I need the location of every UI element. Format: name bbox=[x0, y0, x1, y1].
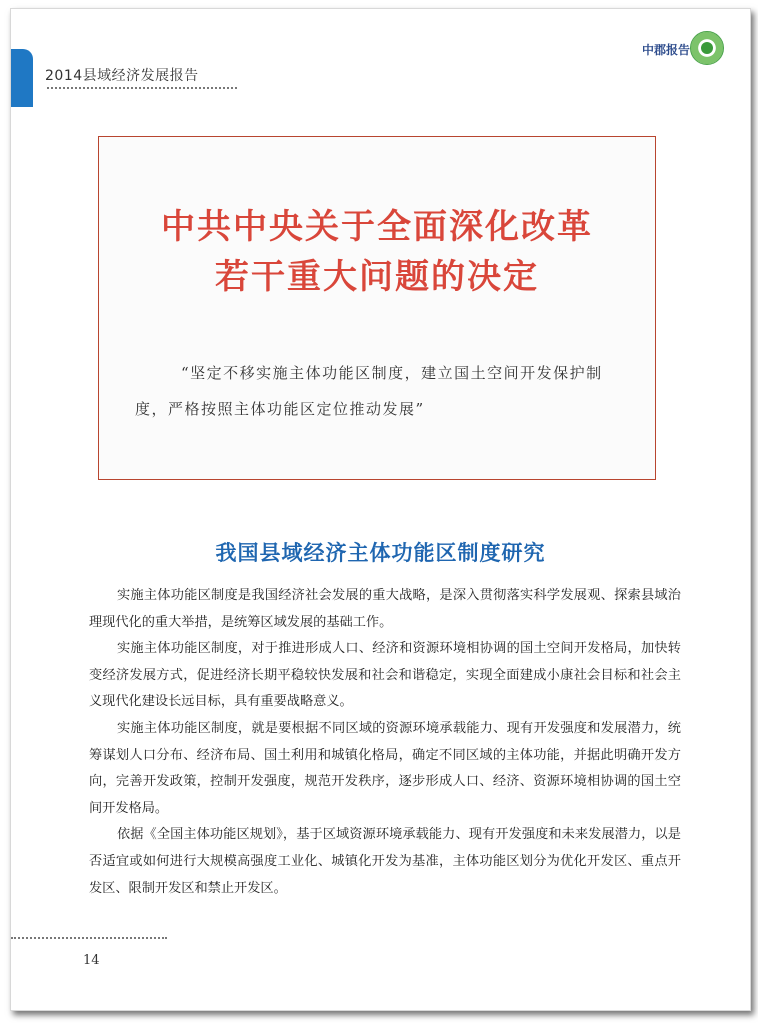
paragraph: 实施主体功能区制度是我国经济社会发展的重大战略，是深入贯彻落实科学发展观、探索县域治理现代化的重大举措，是统筹区域发展的基础工作。 bbox=[89, 588, 681, 630]
paragraph: 依据《全国主体功能区规划》，基于区域资源环境承载能力、现有开发强度和未来发展潜力，以是否适宜或如何进行大规模高强度工业化、城镇化开发为基准，主体功能区划分为优化开发区、重点开发区、限制开发区和禁止开发区。 bbox=[89, 827, 681, 896]
header-divider bbox=[47, 87, 237, 89]
page-number: 14 bbox=[83, 953, 100, 968]
decision-title-line1: 中共中央关于全面深化改革 bbox=[161, 207, 593, 247]
footer-divider bbox=[11, 937, 167, 939]
header-tab-marker bbox=[11, 49, 33, 107]
decision-title-line2: 若干重大问题的决定 bbox=[215, 257, 539, 297]
brand-name: 中郡报告 bbox=[641, 43, 690, 57]
running-title: 2014县域经济发展报告 bbox=[45, 68, 199, 84]
page bbox=[10, 8, 751, 1011]
paragraph: 实施主体功能区制度，对于推进形成人口、经济和资源环境相协调的国土空间开发格局，加快转变经济发展方式，促进经济长期平稳较快发展和社会和谐稳定，实现全面建成小康社会目标和社会主义现代化建设长远目标，具有重要战略意义。 bbox=[89, 641, 681, 710]
quote-text: “坚定不移实施主体功能区制度，建立国土空间开发保护制度，严格按照主体功能区定位推动发展” bbox=[135, 364, 603, 418]
section-title: 我国县域经济主体功能区制度研究 bbox=[215, 541, 546, 565]
zhongjun-logo-icon bbox=[690, 31, 724, 65]
article-body bbox=[89, 583, 681, 902]
quote-box bbox=[98, 136, 656, 480]
paragraph: 实施主体功能区制度，就是要根据不同区域的资源环境承载能力、现有开发强度和发展潜力，统筹谋划人口分布、经济布局、国土利用和城镇化格局，确定不同区域的主体功能，并据此明确开发方向，完善开发政策，控制开发强度，规范开发秩序，逐步形成人口、经济、资源环境相协调的国土空间开发格局。 bbox=[89, 720, 681, 816]
